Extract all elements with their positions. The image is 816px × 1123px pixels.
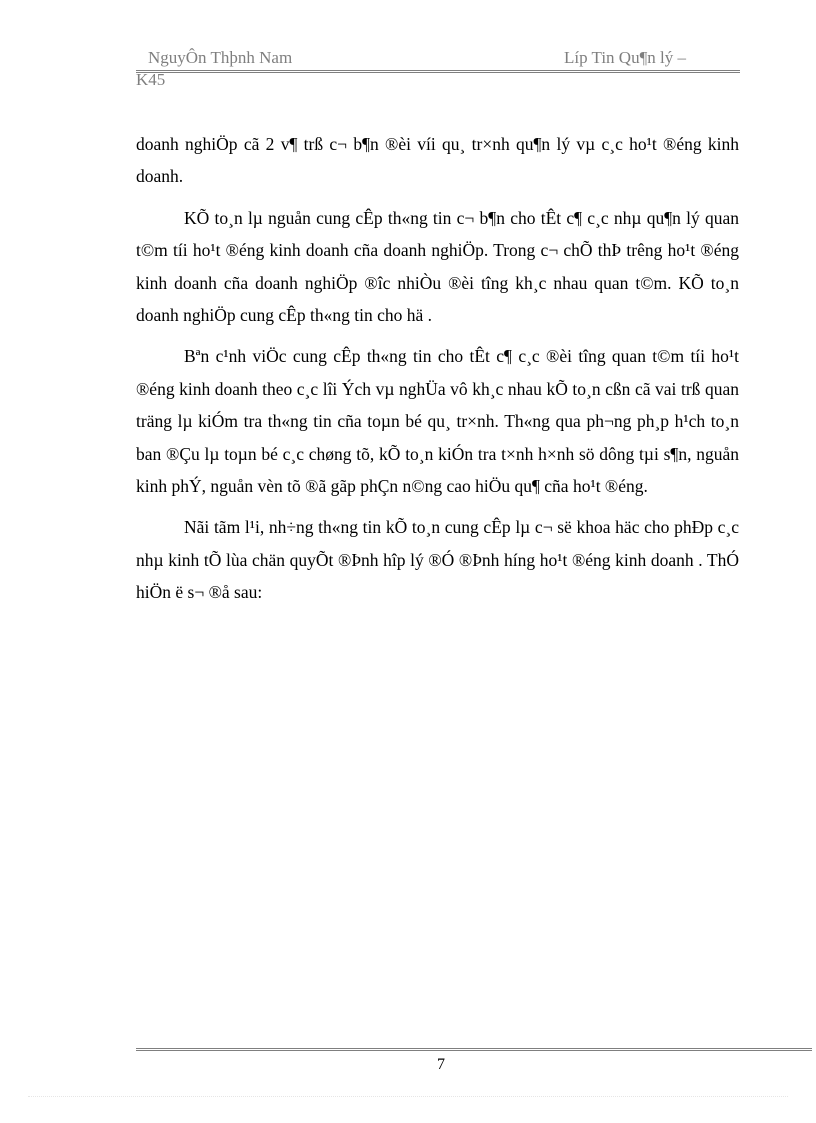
header-cohort: K45 bbox=[136, 70, 166, 89]
page-header bbox=[0, 0, 816, 95]
header-class-label: Líp Tin Qu¶n lý – bbox=[564, 48, 687, 67]
header-author: NguyÔn Thþnh Nam bbox=[148, 48, 293, 67]
body-text bbox=[136, 128, 739, 618]
bottom-dotted-rule bbox=[28, 1096, 788, 1097]
page-number: 7 bbox=[437, 1056, 445, 1073]
paragraph-4: Nãi tãm l¹i, nh÷ng th«ng tin kÕ to¸n cung cÊp lµ c¬ së khoa häc cho phÐp c¸c nhµ kinh tÕ lùa chän quyÕt ®Þnh hîp lý ®Ó ®Þnh híng ho¹t ®éng kinh doanh . ThÓ hiÖn ë s¬ ®å sau: bbox=[136, 517, 739, 603]
paragraph-1: doanh nghiÖp cã 2 v¶ trß c¬ b¶n ®èi víi qu¸ tr×nh qu¶n lý vµ c¸c ho¹t ®éng kinh doanh. bbox=[136, 134, 739, 187]
paragraph-3: Bªn c¹nh viÖc cung cÊp th«ng tin cho tÊt c¶ c¸c ®èi tîng quan t©m tíi ho¹t ®éng kinh doanh theo c¸c lîi Ých vµ nghÜa vô kh¸c nhau kÕ to¸n cßn cã vai trß quan träng lµ kiÓm tra th«ng tin cña toµn bé qu¸ tr×nh. Th«ng qua ph¬ng ph¸p h¹ch to¸n ban ®Çu lµ toµn bé c¸c chøng tõ, kÕ to¸n kiÓn tra t×nh h×nh sö dông tµi s¶n, nguån kinh phÝ, nguån vèn tõ ®ã gãp phÇn n©ng cao hiÖu qu¶ cña ho¹t ®éng. bbox=[136, 346, 739, 497]
paragraph-2: KÕ to¸n lµ nguån cung cÊp th«ng tin c¬ b¶n cho tÊt c¶ c¸c nhµ qu¶n lý quan t©m tíi ho¹t ®éng kinh doanh cña doanh nghiÖp. Trong c¬ chÕ thÞ trêng ho¹t ®éng kinh doanh cña doanh nghiÖp ®îc nhiÒu ®èi tîng kh¸c nhau quan t©m. KÕ to¸n doanh nghiÖp cung cÊp th«ng tin cho hä . bbox=[136, 207, 739, 326]
header-divider bbox=[136, 70, 740, 73]
footer-divider bbox=[136, 1048, 812, 1051]
